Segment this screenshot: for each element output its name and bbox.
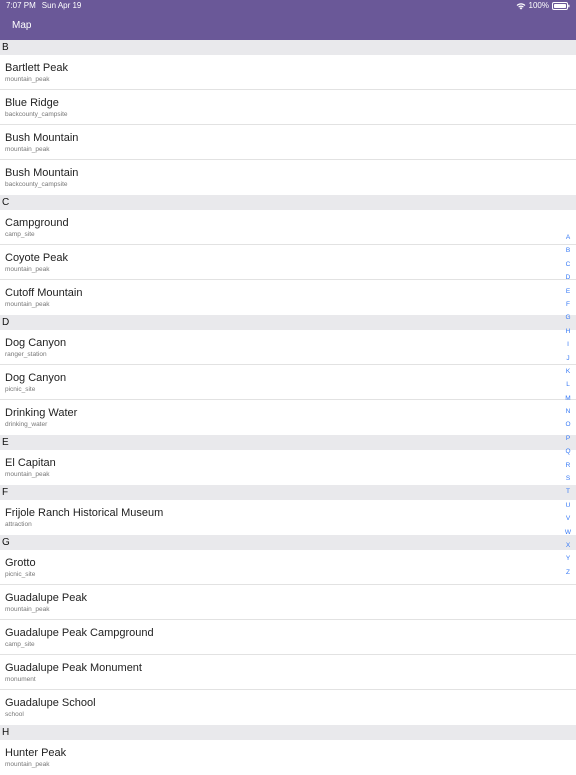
item-subtitle: picnic_site — [5, 571, 36, 578]
item-title: Guadalupe Peak Campground — [5, 627, 154, 639]
section-header-h: H — [0, 725, 576, 740]
index-letter-o[interactable]: O — [565, 421, 571, 429]
index-letter-h[interactable]: H — [565, 327, 571, 335]
item-title: Dog Canyon — [5, 372, 67, 384]
index-letter-i[interactable]: I — [567, 341, 569, 349]
list-item[interactable] — [0, 620, 576, 655]
index-letter-z[interactable]: Z — [566, 568, 570, 576]
list-item[interactable] — [0, 585, 576, 620]
list-item[interactable] — [0, 365, 576, 400]
item-title: Coyote Peak — [5, 252, 68, 264]
item-subtitle: mountain_peak — [5, 301, 50, 308]
index-letter-d[interactable]: D — [565, 274, 571, 282]
map-back-button[interactable]: Map — [12, 20, 32, 31]
index-letter-l[interactable]: L — [566, 381, 570, 389]
item-subtitle: mountain_peak — [5, 606, 50, 613]
item-title: Hunter Peak — [5, 747, 67, 759]
item-title: Cutoff Mountain — [5, 287, 83, 299]
item-title: Frijole Ranch Historical Museum — [5, 507, 164, 519]
list-item[interactable] — [0, 550, 576, 585]
section-header-b: B — [0, 40, 576, 55]
item-title: Guadalupe School — [5, 697, 96, 709]
item-title: Guadalupe Peak Monument — [5, 662, 142, 674]
index-letter-s[interactable]: S — [565, 475, 571, 483]
item-title: Campground — [5, 217, 69, 229]
section-header-f: F — [0, 485, 576, 500]
item-title: El Capitan — [5, 457, 56, 469]
item-subtitle: mountain_peak — [5, 76, 50, 83]
section-header-e: E — [0, 435, 576, 450]
index-letter-y[interactable]: Y — [565, 555, 571, 563]
index-letter-x[interactable]: X — [565, 541, 571, 549]
index-letter-g[interactable]: G — [565, 314, 571, 322]
item-subtitle: school — [5, 711, 24, 718]
list-item[interactable] — [0, 160, 576, 195]
item-subtitle: mountain_peak — [5, 761, 50, 768]
index-letter-t[interactable]: T — [566, 488, 570, 496]
item-subtitle: backcounty_campsite — [5, 111, 68, 118]
list-item[interactable] — [0, 125, 576, 160]
index-letter-q[interactable]: Q — [565, 448, 571, 456]
list-item[interactable] — [0, 330, 576, 365]
item-title: Bush Mountain — [5, 132, 79, 144]
index-letter-j[interactable]: J — [566, 354, 570, 362]
list-item[interactable] — [0, 280, 576, 315]
wifi-icon — [516, 2, 526, 10]
item-title: Bartlett Peak — [5, 62, 68, 74]
index-letter-b[interactable]: B — [565, 247, 571, 255]
item-title: Blue Ridge — [5, 97, 59, 109]
item-subtitle: backcounty_campsite — [5, 181, 68, 188]
item-title: Bush Mountain — [5, 167, 79, 179]
item-subtitle: attraction — [5, 521, 32, 528]
section-header-c: C — [0, 195, 576, 210]
index-letter-m[interactable]: M — [565, 394, 571, 402]
item-subtitle: drinking_water — [5, 421, 48, 428]
item-subtitle: mountain_peak — [5, 266, 50, 273]
index-letter-a[interactable]: A — [565, 234, 571, 241]
list-item[interactable] — [0, 690, 576, 725]
status-time — [6, 1, 87, 11]
item-subtitle: monument — [5, 676, 36, 683]
list-item[interactable] — [0, 245, 576, 280]
battery-icon — [552, 2, 570, 10]
item-title: Guadalupe Peak — [5, 592, 87, 604]
list-item[interactable] — [0, 90, 576, 125]
section-header-g: G — [0, 535, 576, 550]
section-index[interactable] — [563, 231, 573, 579]
index-letter-u[interactable]: U — [565, 501, 571, 509]
status-clock: 7:07 PM — [6, 1, 36, 10]
item-subtitle: camp_site — [5, 231, 35, 238]
item-title: Drinking Water — [5, 407, 78, 419]
battery-percentage: 100% — [528, 1, 549, 10]
index-letter-r[interactable]: R — [565, 461, 571, 469]
index-letter-n[interactable]: N — [565, 408, 571, 416]
list-item[interactable] — [0, 55, 576, 90]
item-subtitle: picnic_site — [5, 386, 36, 393]
index-letter-v[interactable]: V — [565, 515, 571, 523]
list-item[interactable] — [0, 500, 576, 535]
item-subtitle: camp_site — [5, 641, 35, 648]
section-header-d: D — [0, 315, 576, 330]
item-subtitle: mountain_peak — [5, 146, 50, 153]
list-item[interactable] — [0, 655, 576, 690]
places-list — [0, 40, 576, 775]
item-title: Grotto — [5, 557, 36, 569]
index-letter-f[interactable]: F — [566, 300, 570, 308]
index-letter-w[interactable]: W — [564, 528, 572, 536]
index-letter-e[interactable]: E — [565, 287, 571, 295]
list-item[interactable] — [0, 450, 576, 485]
index-letter-c[interactable]: C — [565, 260, 571, 268]
list-item[interactable] — [0, 210, 576, 245]
item-subtitle: ranger_station — [5, 351, 47, 358]
item-subtitle: mountain_peak — [5, 471, 50, 478]
status-indicators — [516, 1, 570, 11]
item-title: Dog Canyon — [5, 337, 67, 349]
list-item[interactable] — [0, 740, 576, 775]
index-letter-k[interactable]: K — [565, 367, 571, 375]
status-date: Sun Apr 19 — [41, 1, 82, 10]
index-letter-p[interactable]: P — [565, 434, 571, 442]
navigation-bar — [0, 0, 576, 40]
list-item[interactable] — [0, 400, 576, 435]
